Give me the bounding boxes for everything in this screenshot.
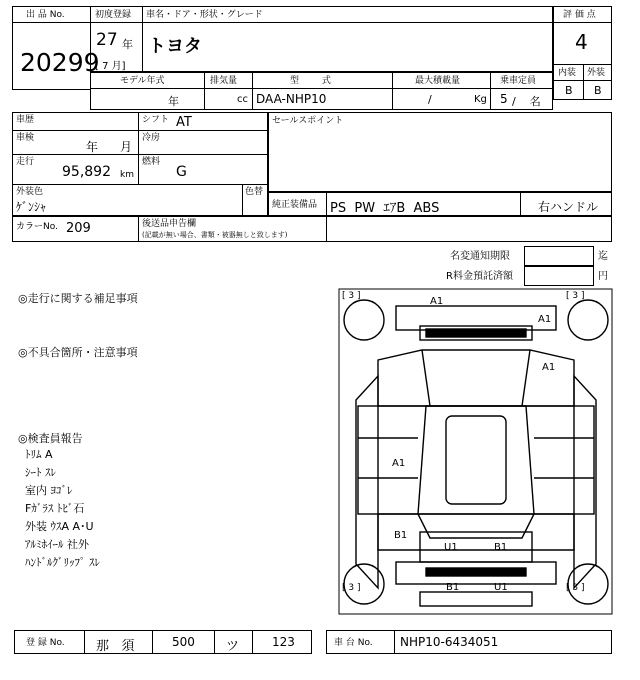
- model-year-label: モデル年式: [120, 76, 165, 86]
- registration-kana: ツ: [226, 639, 240, 654]
- mark-front-bumper: A1: [430, 296, 444, 307]
- inspector-item: ｼｰﾄ ｽﾚ: [25, 466, 56, 479]
- recycle-unit: 円: [598, 271, 608, 282]
- first-reg-label: 初度登録: [95, 10, 132, 20]
- mark-rear-bumper-left: B1: [446, 582, 460, 593]
- grade-label: 評 価 点: [563, 10, 596, 20]
- exterior-color-value: ｹﾞﾝｼｬ: [16, 200, 47, 214]
- sales-point-label: セールスポイント: [272, 116, 344, 126]
- recycle-label: R料金預託済額: [446, 271, 513, 282]
- mileage-label: 走行: [16, 157, 35, 167]
- mark-rear-left-fender: B1: [394, 530, 408, 541]
- interior-label: 内装: [558, 68, 577, 78]
- year-unit: 年: [122, 38, 133, 51]
- color-no-value: 209: [66, 221, 91, 236]
- driving-remarks-label: ◎走行に関する補足事項: [18, 292, 138, 305]
- color-change-label: 色替: [245, 187, 264, 197]
- grade-value: 4: [575, 30, 588, 54]
- name-change-label: 名変通知期限: [450, 251, 510, 262]
- defects-label: ◎不具合箇所・注意事項: [18, 346, 138, 359]
- steering-value: 右ハンドル: [538, 200, 599, 214]
- inspection-month: 月: [120, 140, 133, 154]
- inspector-item: ﾄﾘﾑ A: [25, 448, 53, 461]
- type-label: 型 式: [290, 76, 331, 86]
- exterior-grade: B: [594, 84, 602, 97]
- details-box: [12, 112, 268, 216]
- mark-left-side: A1: [392, 458, 406, 469]
- mark-front-right: A1: [538, 314, 552, 325]
- inspector-item: ﾊﾝﾄﾞﾙｸﾞﾘｯﾌﾟ ｽﾚ: [25, 556, 100, 569]
- history-label: 車歴: [16, 115, 35, 125]
- capacity-unit: / 名: [512, 95, 541, 108]
- mark-front-fender-right: A1: [542, 362, 556, 373]
- interior-grade: B: [565, 84, 573, 97]
- max-load-label: 最大積載量: [415, 76, 461, 86]
- shift-label: シフト: [142, 115, 170, 125]
- aftermarket-label: 後送品申告欄: [142, 219, 197, 229]
- color-no-box: [12, 216, 612, 242]
- name-label: 車名・ドア・形状・グレード: [146, 10, 263, 20]
- capacity-label: 乗車定員: [500, 76, 537, 86]
- inspector-item: ｱﾙﾐﾎｲｰﾙ 社外: [25, 538, 89, 551]
- mileage-unit: km: [120, 170, 134, 180]
- displacement-unit: cc: [237, 94, 248, 105]
- corner-label-br: [ 3 ]: [566, 583, 585, 593]
- inspector-report-label: ◎検査員報告: [18, 432, 83, 445]
- mark-rear-left-panel: U1: [444, 542, 458, 553]
- shift-value: AT: [176, 115, 192, 130]
- mileage-value: 95,892: [62, 164, 111, 180]
- inspector-item: 室内 ﾖｺﾞﾚ: [25, 484, 73, 497]
- inspector-item: 外装 ｳｽA A･U: [25, 520, 94, 533]
- inspection-year: 年: [86, 140, 99, 154]
- registration-class: 500: [172, 635, 195, 649]
- recycle-field: [524, 266, 594, 286]
- mark-rear-right-panel: B1: [494, 542, 508, 553]
- first-reg-month: [ 7 月]: [95, 61, 126, 72]
- lot-number: 20299: [20, 48, 100, 77]
- fuel-value: G: [176, 164, 187, 180]
- capacity-value: 5: [500, 92, 508, 106]
- chassis-label: 車 台 No.: [334, 638, 373, 648]
- equipment-value: PS PW ｴｱB ABS: [330, 201, 440, 216]
- chassis-number: NHP10-6434051: [400, 635, 499, 649]
- first-reg-year: 27: [96, 30, 118, 50]
- exterior-label: 外装: [587, 68, 606, 78]
- mark-rear-bumper-right: U1: [494, 582, 508, 593]
- registration-region: 那 須: [96, 639, 135, 654]
- equipment-label: 純正装備品: [272, 200, 318, 210]
- registration-number: 123: [272, 635, 295, 649]
- ac-label: 冷房: [142, 133, 161, 143]
- fuel-label: 燃料: [142, 157, 161, 167]
- maker-name: トヨタ: [148, 36, 202, 57]
- displacement-label: 排気量: [210, 76, 238, 86]
- exterior-color-label: 外装色: [16, 187, 44, 197]
- name-change-unit: 迄: [598, 251, 608, 262]
- corner-label-tr: [ 3 ]: [566, 291, 585, 301]
- model-year-unit: 年: [168, 95, 179, 108]
- corner-label-bl: [ 3 ]: [342, 583, 361, 593]
- max-load-unit: Kg: [474, 94, 487, 105]
- type-value: DAA-NHP10: [256, 92, 327, 106]
- registration-label: 登 録 No.: [26, 638, 65, 648]
- name-change-field: [524, 246, 594, 266]
- aftermarket-note: (記載が無い場合、書類・被器無しと致します): [142, 231, 288, 239]
- inspector-item: Fｶﾞﾗｽ ﾄﾋﾞ石: [25, 502, 85, 515]
- color-no-label: カラーNo.: [16, 222, 58, 232]
- inspection-label: 車検: [16, 133, 35, 143]
- lot-label: 出 品 No.: [26, 10, 65, 20]
- corner-label-tl: [ 3 ]: [342, 291, 361, 301]
- max-load-value: /: [428, 93, 432, 106]
- car-damage-diagram: [338, 288, 614, 616]
